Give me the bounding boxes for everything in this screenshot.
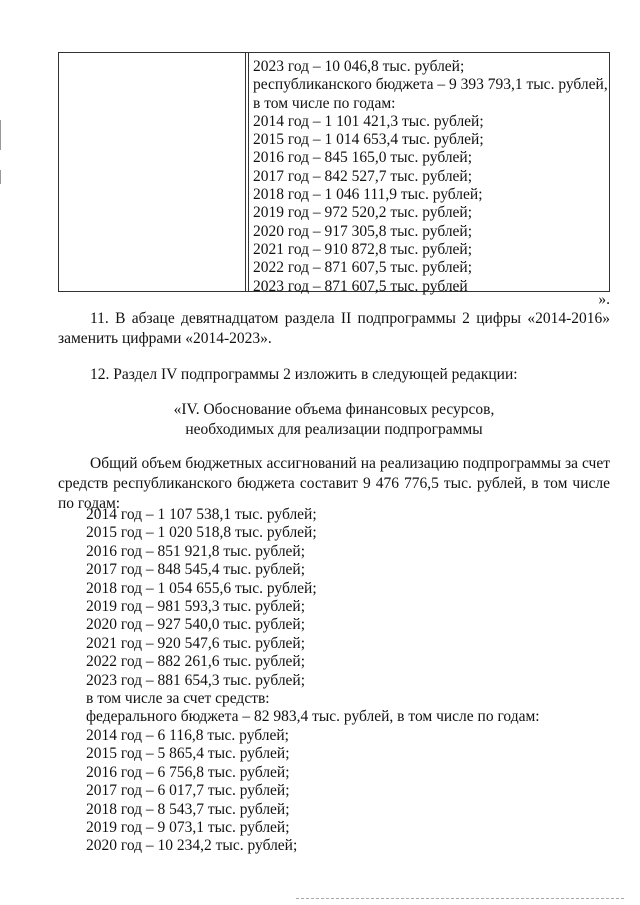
table-divider (248, 53, 249, 291)
section-heading-line: необходимых для реализации подпрограммы (185, 421, 483, 438)
table-line: республиканского бюджета – 9 393 793,1 тыс. рублей, (253, 76, 608, 94)
table-line: 2018 год – 1 046 111,9 тыс. рублей; (253, 186, 483, 204)
table-line: 2021 год – 910 872,8 тыс. рублей; (253, 240, 473, 258)
section-heading (58, 400, 610, 440)
table-line: 2023 год – 871 607,5 тыс. рублей (253, 277, 468, 295)
list-item: 2015 год – 5 865,4 тыс. рублей; (86, 745, 290, 763)
table-line: 2016 год – 845 165,0 тыс. рублей; (253, 149, 473, 167)
list-item: 2023 год – 881 654,3 тыс. рублей; (86, 671, 306, 689)
table-line: 2015 год – 1 014 653,4 тыс. рублей; (253, 131, 484, 149)
list-item: 2017 год – 848 545,4 тыс. рублей; (86, 561, 306, 579)
table-line: 2014 год – 1 101 421,3 тыс. рублей; (253, 112, 484, 130)
list-item: 2014 год – 1 107 538,1 тыс. рублей; (86, 506, 317, 523)
list-item: 2022 год – 882 261,6 тыс. рублей; (86, 653, 306, 671)
table-line: в том числе по годам: (253, 94, 396, 112)
list-item: 2020 год – 927 540,0 тыс. рублей; (86, 616, 306, 634)
list-item: 2017 год – 6 017,7 тыс. рублей; (86, 782, 290, 800)
margin-mark (0, 170, 1, 184)
table-line: 2020 год – 917 305,8 тыс. рублей; (253, 222, 473, 240)
year-list (86, 506, 540, 856)
table-line: 2023 год – 10 046,8 тыс. рублей; (253, 58, 465, 75)
list-item: 2016 год – 6 756,8 тыс. рублей; (86, 763, 290, 781)
list-item: 2019 год – 981 593,3 тыс. рублей; (86, 598, 306, 616)
table-line: 2017 год – 842 527,7 тыс. рублей; (253, 167, 473, 185)
list-item: 2016 год – 851 921,8 тыс. рублей; (86, 542, 306, 560)
section-heading-line: «IV. Обоснование объема финансовых ресурсов, (173, 401, 495, 418)
table-line: 2022 год – 871 607,5 тыс. рублей; (253, 259, 473, 277)
margin-mark (0, 120, 1, 150)
list-item: 2018 год – 1 054 655,6 тыс. рублей; (86, 579, 317, 597)
closing-quote: ». (598, 291, 610, 308)
item-11-paragraph: 11. В абзаце девятнадцатом раздела II подпрограммы 2 цифры «2014-2016» заменить цифрами «2014-2023». (58, 310, 610, 347)
list-item: 2015 год – 1 020 518,8 тыс. рублей; (86, 524, 317, 542)
table-divider (245, 53, 246, 291)
table-cell-budget (253, 58, 608, 296)
table-line: 2019 год – 972 520,2 тыс. рублей; (253, 204, 473, 222)
list-item: 2018 год – 8 543,7 тыс. рублей; (86, 800, 290, 818)
list-item: 2014 год – 6 116,8 тыс. рублей; (86, 726, 289, 744)
list-item: в том числе за счет средств: (86, 690, 270, 708)
total-paragraph: Общий объем бюджетных ассигнований на реализацию подпрограммы за счет средств республиканского бюджета составит 9 476 776,5 тыс. рублей, в том числе по годам: (58, 455, 610, 512)
list-item: 2019 год – 9 073,1 тыс. рублей; (86, 818, 290, 836)
list-item: федерального бюджета – 82 983,4 тыс. рублей, в том числе по годам: (86, 708, 540, 726)
scan-edge-marks (296, 898, 624, 900)
budget-table (58, 52, 610, 295)
item-12-paragraph: 12. Раздел IV подпрограммы 2 изложить в следующей редакции: (90, 366, 518, 383)
list-item: 2020 год – 10 234,2 тыс. рублей; (86, 837, 298, 855)
list-item: 2021 год – 920 547,6 тыс. рублей; (86, 634, 306, 652)
